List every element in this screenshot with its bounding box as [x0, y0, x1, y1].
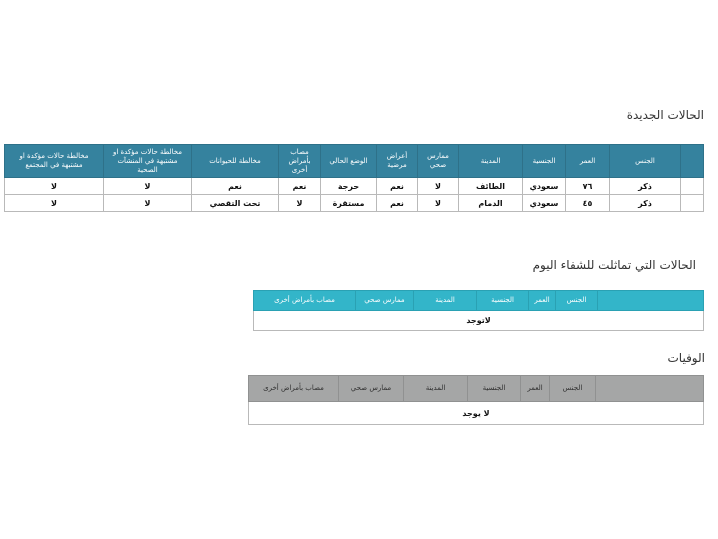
column-header: مخالطة حالات مؤكدة او مشتبهة في المنشآت الصحية [104, 145, 192, 178]
column-header: المدينة [414, 291, 477, 311]
table-cell: مستقرة [321, 195, 377, 212]
column-header: الوضع الحالي [321, 145, 377, 178]
table-cell: لا [418, 178, 459, 195]
column-header: مصاب بأمراض أخرى [249, 376, 339, 402]
column-header: مصاب بأمراض أخرى [254, 291, 356, 311]
table-cell: الدمام [459, 195, 523, 212]
table-cell: سعودي [523, 195, 566, 212]
column-header: مخالطة حالات مؤكدة او مشتبهة في المجتمع [5, 145, 104, 178]
deaths-title: الوفيات [667, 351, 705, 365]
table-cell: الطائف [459, 178, 523, 195]
table-cell [681, 195, 704, 212]
column-header [596, 376, 704, 402]
table-cell: نعم [377, 178, 418, 195]
column-header: مصاب بأمراض أخرى [279, 145, 321, 178]
table-cell: تحت التقصي [192, 195, 279, 212]
recovered-title: الحالات التي تماثلت للشفاء اليوم [532, 258, 696, 272]
table-cell: لا [279, 195, 321, 212]
column-header: المدينة [404, 376, 468, 402]
column-header: ممارس صحي [339, 376, 404, 402]
table-cell: ذكر [610, 178, 681, 195]
column-header: أعراض مرضية [377, 145, 418, 178]
column-header: الجنس [610, 145, 681, 178]
table-cell: ٤٥ [566, 195, 610, 212]
table-header-row [249, 376, 704, 402]
table-row [5, 195, 704, 212]
table-row [249, 402, 704, 425]
table-cell: نعم [279, 178, 321, 195]
table-cell: نعم [377, 195, 418, 212]
column-header: مخالطة للحيوانات [192, 145, 279, 178]
column-header: العمر [521, 376, 550, 402]
table-cell: حرجة [321, 178, 377, 195]
table-header-row [5, 145, 704, 178]
column-header: العمر [529, 291, 556, 311]
table-cell [681, 178, 704, 195]
column-header: الجنس [556, 291, 598, 311]
table-cell: لا [5, 195, 104, 212]
column-header [681, 145, 704, 178]
empty-message: لاتوجد [254, 311, 704, 331]
table-cell: لا [418, 195, 459, 212]
column-header: الجنسية [523, 145, 566, 178]
column-header: ممارس صحي [356, 291, 414, 311]
table-row [254, 311, 704, 331]
table-row [5, 178, 704, 195]
column-header: ممارس صحي [418, 145, 459, 178]
recovered-table [253, 290, 704, 331]
new-cases-title: الحالات الجديدة [626, 108, 704, 122]
table-cell: نعم [192, 178, 279, 195]
table-cell: سعودي [523, 178, 566, 195]
new-cases-table [4, 144, 704, 212]
column-header: العمر [566, 145, 610, 178]
empty-message: لا يوجد [249, 402, 704, 425]
table-cell: لا [104, 178, 192, 195]
column-header [598, 291, 704, 311]
column-header: الجنسية [468, 376, 521, 402]
column-header: الجنس [550, 376, 596, 402]
table-cell: لا [104, 195, 192, 212]
column-header: المدينة [459, 145, 523, 178]
table-cell: ذكر [610, 195, 681, 212]
table-header-row [254, 291, 704, 311]
table-cell: ٧٦ [566, 178, 610, 195]
column-header: الجنسية [477, 291, 529, 311]
deaths-table [248, 375, 704, 425]
table-cell: لا [5, 178, 104, 195]
